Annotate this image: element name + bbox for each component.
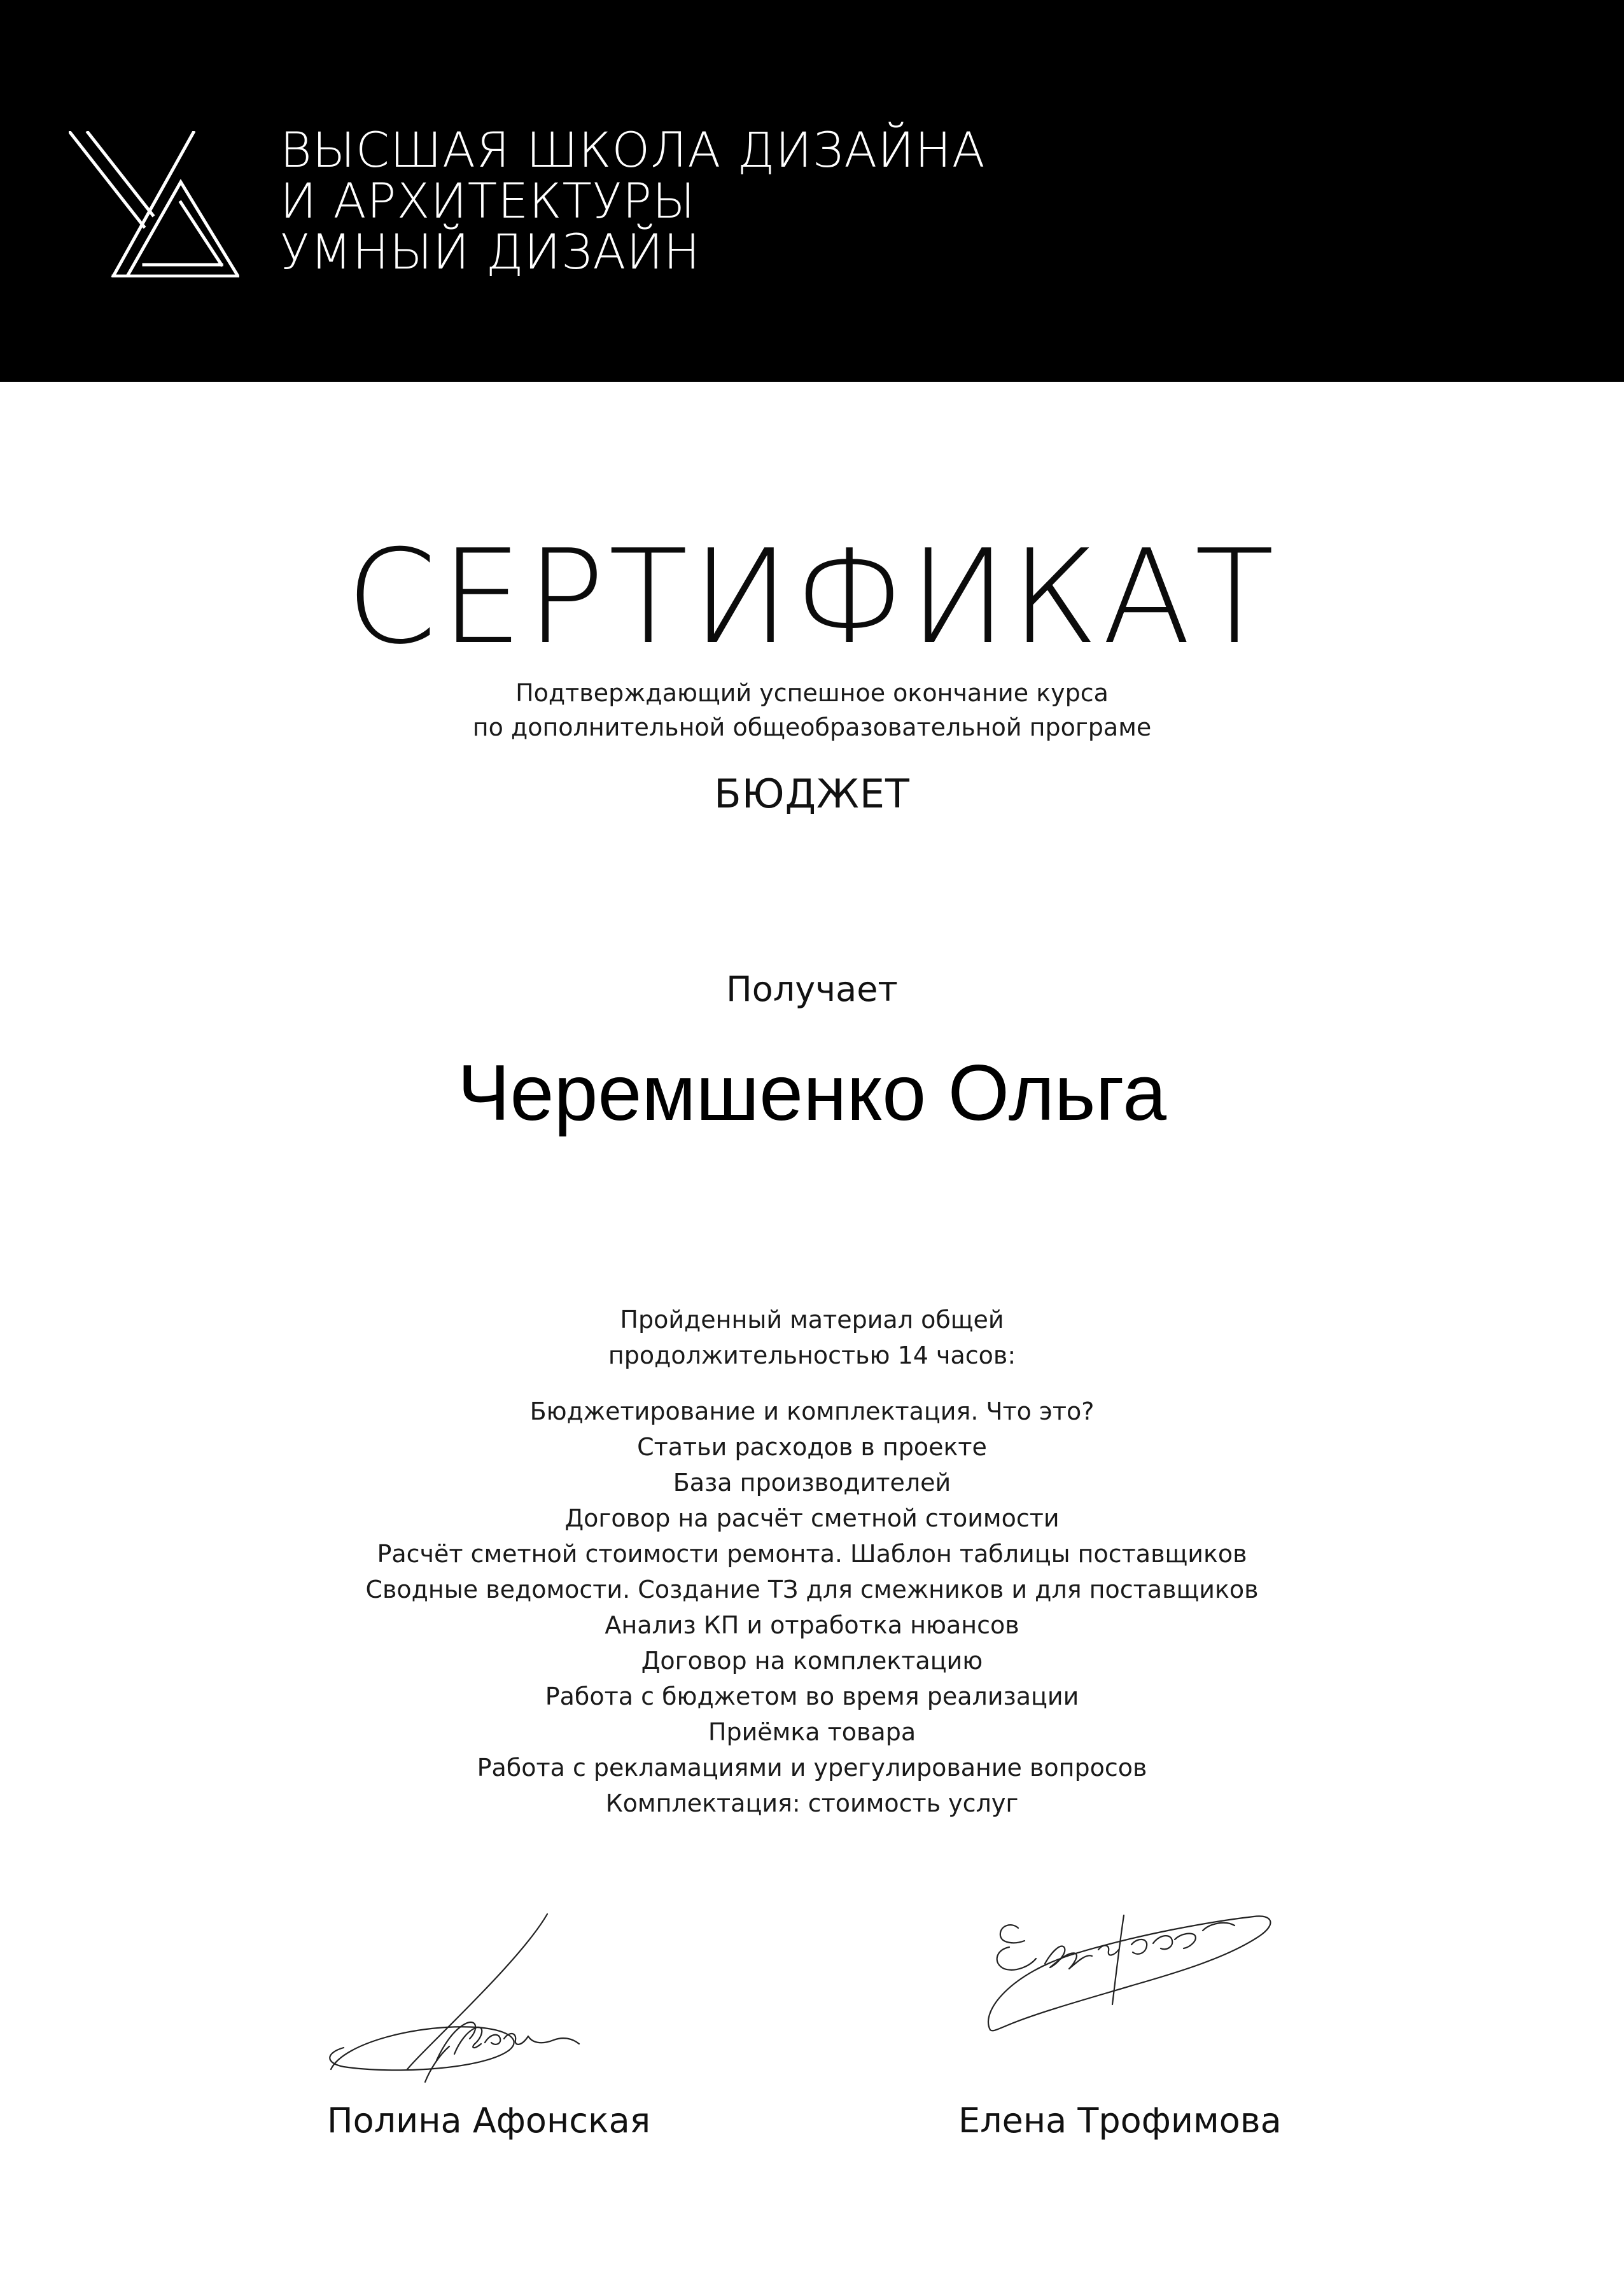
school-name <box>280 122 986 280</box>
topic-item: Бюджетирование и комплектация. Что это? <box>529 1397 1095 1425</box>
school-logo-icon <box>69 131 239 277</box>
topic-item: Сводные ведомости. Создание ТЗ для смежников и для поставщиков <box>365 1576 1259 1604</box>
hours-line: продолжительностью 14 часов: <box>608 1341 1016 1369</box>
receives-label: Получает <box>726 969 898 1009</box>
subtitle-line: по дополнительной общеобразовательной програме <box>472 713 1152 741</box>
school-name-line: И АРХИТЕКТУРЫ <box>280 172 696 229</box>
certificate-title: СЕРТИФИКАТ <box>346 522 1278 673</box>
topic-item: Статьи расходов в проекте <box>637 1433 987 1461</box>
topic-item: Работа с рекламациями и урегулирование вопросов <box>477 1754 1147 1782</box>
topic-item: База производителей <box>673 1469 951 1497</box>
certificate-subtitle <box>0 676 1624 744</box>
topic-item: Расчёт сметной стоимости ремонта. Шаблон таблицы поставщиков <box>377 1540 1247 1568</box>
recipient-name: Черемшенко Ольга <box>457 1049 1167 1137</box>
school-name-line: ВЫСШАЯ ШКОЛА ДИЗАЙНА <box>280 122 986 178</box>
topic-item: Работа с бюджетом во время реализации <box>545 1682 1079 1710</box>
topic-item: Договор на комплектацию <box>641 1647 983 1675</box>
topic-item: Комплектация: стоимость услуг <box>605 1789 1019 1817</box>
topic-item: Договор на расчёт сметной стоимости <box>564 1504 1060 1532</box>
course-hours <box>0 1302 1624 1373</box>
signer-name: Елена Трофимова <box>958 2100 1282 2141</box>
signature-trofimova-icon <box>974 1903 1279 2062</box>
signature-afonskaya-icon <box>318 1903 585 2093</box>
topic-list <box>0 1394 1624 1821</box>
topic-item: Приёмка товара <box>708 1718 916 1746</box>
school-name-line: УМНЫЙ ДИЗАЙН <box>280 223 701 280</box>
header-band <box>0 0 1624 382</box>
topic-item: Анализ КП и отработка нюансов <box>605 1611 1019 1639</box>
signer-name: Полина Афонская <box>327 2100 651 2141</box>
hours-line: Пройденный материал общей <box>620 1306 1004 1334</box>
course-name: БЮДЖЕТ <box>714 771 910 817</box>
subtitle-line: Подтверждающий успешное окончание курса <box>515 679 1109 707</box>
